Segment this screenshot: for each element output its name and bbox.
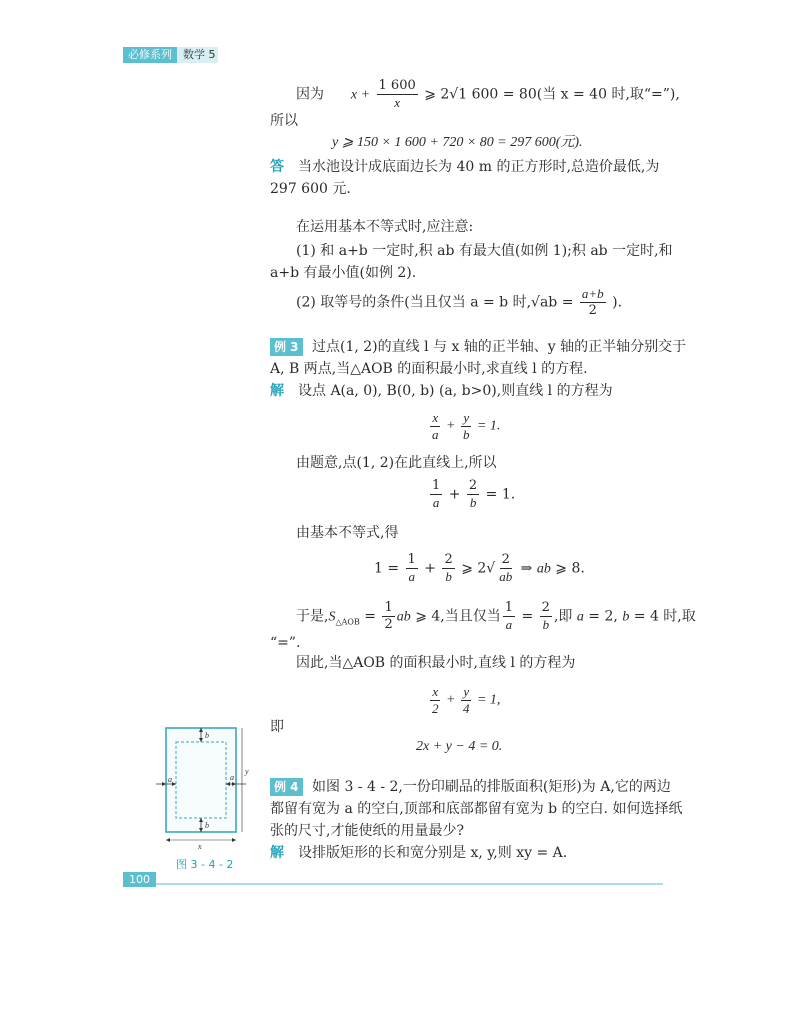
answer-line-1: 当水池设计成底面边长为 40 m 的正方形时,总造价最低,为 — [298, 159, 660, 175]
example-4-line-1: 如图 3 - 4 - 2,一份印刷品的排版面积(矩形)为 A,它的两边 — [312, 779, 671, 795]
note-line-2: (1) 和 a+b 一定时,积 ab 有最大值(如例 1);积 ab 一定时,和 — [296, 243, 673, 259]
solution-3-line-1: 设点 A(a, 0), B(0, b) (a, b>0),则直线 l 的方程为 — [298, 383, 613, 399]
page-number: 100 — [123, 872, 156, 887]
note-4-end: ). — [612, 294, 623, 311]
footer-rule — [123, 883, 663, 885]
example-4-tag: 例 4 — [270, 778, 303, 796]
example-3-line-1: 过点(1, 2)的直线 l 与 x 轴的正半轴、y 轴的正半轴分别交于 — [312, 339, 687, 355]
frac-1600-x: $\frac{1 600}{x}$ — [378, 78, 416, 110]
example-4-line-2: 都留有宽为 a 的空白,顶部和底部都留有宽为 b 的空白. 如何选择纸 — [270, 801, 683, 817]
equation-3: 1 = $\frac{1}{a}$ + $\frac{2}{b}$ ⩾ 2√ $\frac{2}{ab}$ ⇒ ab ⩾ 8. — [374, 552, 585, 584]
label-x: x — [198, 842, 202, 851]
ineq-part-a: x + — [350, 87, 371, 103]
answer-tag: 答 — [270, 159, 284, 175]
equation-2: $\frac{1}{a}$ + $\frac{2}{b}$ = 1. — [432, 478, 516, 510]
ineq-part-b: ⩾ 2√1 600 = 80(当 x = 40 时,取“=”), — [424, 86, 680, 103]
solution-3-line-2: 由题意,点(1, 2)在此直线上,所以 — [296, 455, 497, 471]
example-3-line-2: A, B 两点,当△AOB 的面积最小时,求直线 l 的方程. — [270, 361, 588, 377]
note-line-3: a+b 有最小值(如例 2). — [270, 265, 417, 281]
label-b-top: b — [205, 731, 209, 740]
solution-3-line-5: “=”. — [270, 635, 301, 651]
note-line-4 — [296, 286, 622, 319]
example-4-line-3: 张的尺寸,才能使纸的用量最少? — [270, 823, 464, 839]
solution-tag-4: 解 — [270, 845, 284, 861]
label-y: y — [245, 767, 249, 776]
book-title: 数学 5 — [183, 48, 216, 61]
label-a-right: a — [230, 773, 234, 782]
note-line-1: 在运用基本不等式时,应注意: — [296, 219, 474, 235]
answer-line-2: 297 600 元. — [270, 181, 351, 197]
solution-3-line-3: 由基本不等式,得 — [296, 525, 399, 541]
line-so: 所以 — [270, 113, 298, 129]
solution-4-line-1: 设排版矩形的长和宽分别是 x, y,则 xy = A. — [298, 845, 568, 861]
line-y-bound: y ⩾ 150 × 1 600 + 720 × 80 = 297 600(元). — [332, 135, 583, 150]
equation-5: 2x + y − 4 = 0. — [416, 739, 503, 754]
solution-3-line-6: 因此,当△AOB 的面积最小时,直线 l 的方程为 — [296, 655, 576, 671]
equation-4: $\frac{x}{2}$ + $\frac{y}{4}$ = 1, — [432, 684, 501, 716]
note-4-text: (2) 取等号的条件(当且仅当 a = b 时,√ab = — [296, 294, 574, 311]
solution-tag-3: 解 — [270, 383, 284, 399]
line-because — [296, 78, 680, 111]
series-tag: 必修系列 — [123, 47, 177, 63]
because-word: 因为 — [296, 86, 324, 103]
solution-3-line-7: 即 — [270, 719, 284, 735]
label-b-bottom: b — [205, 821, 209, 830]
frac-avg: $\frac{a+b}{2}$ — [581, 286, 604, 318]
figure-caption: 图 3 - 4 - 2 — [176, 858, 234, 871]
solution-3-line-4: 于是$,S_{\triangle AOB}$ = $\frac{1}{2}$ ab ⩾ 4,当且仅当 $\frac{1}{a}$ = $\frac{2}{b}$ ,即 a = 2, b = 4 时,取 — [296, 600, 696, 632]
label-a-left: a — [168, 775, 172, 784]
equation-1: $\frac{x}{a}$ + $\frac{y}{b}$ = 1. — [432, 410, 501, 442]
figure-3-4-2 — [150, 722, 260, 852]
example-3-tag: 例 3 — [270, 338, 303, 356]
